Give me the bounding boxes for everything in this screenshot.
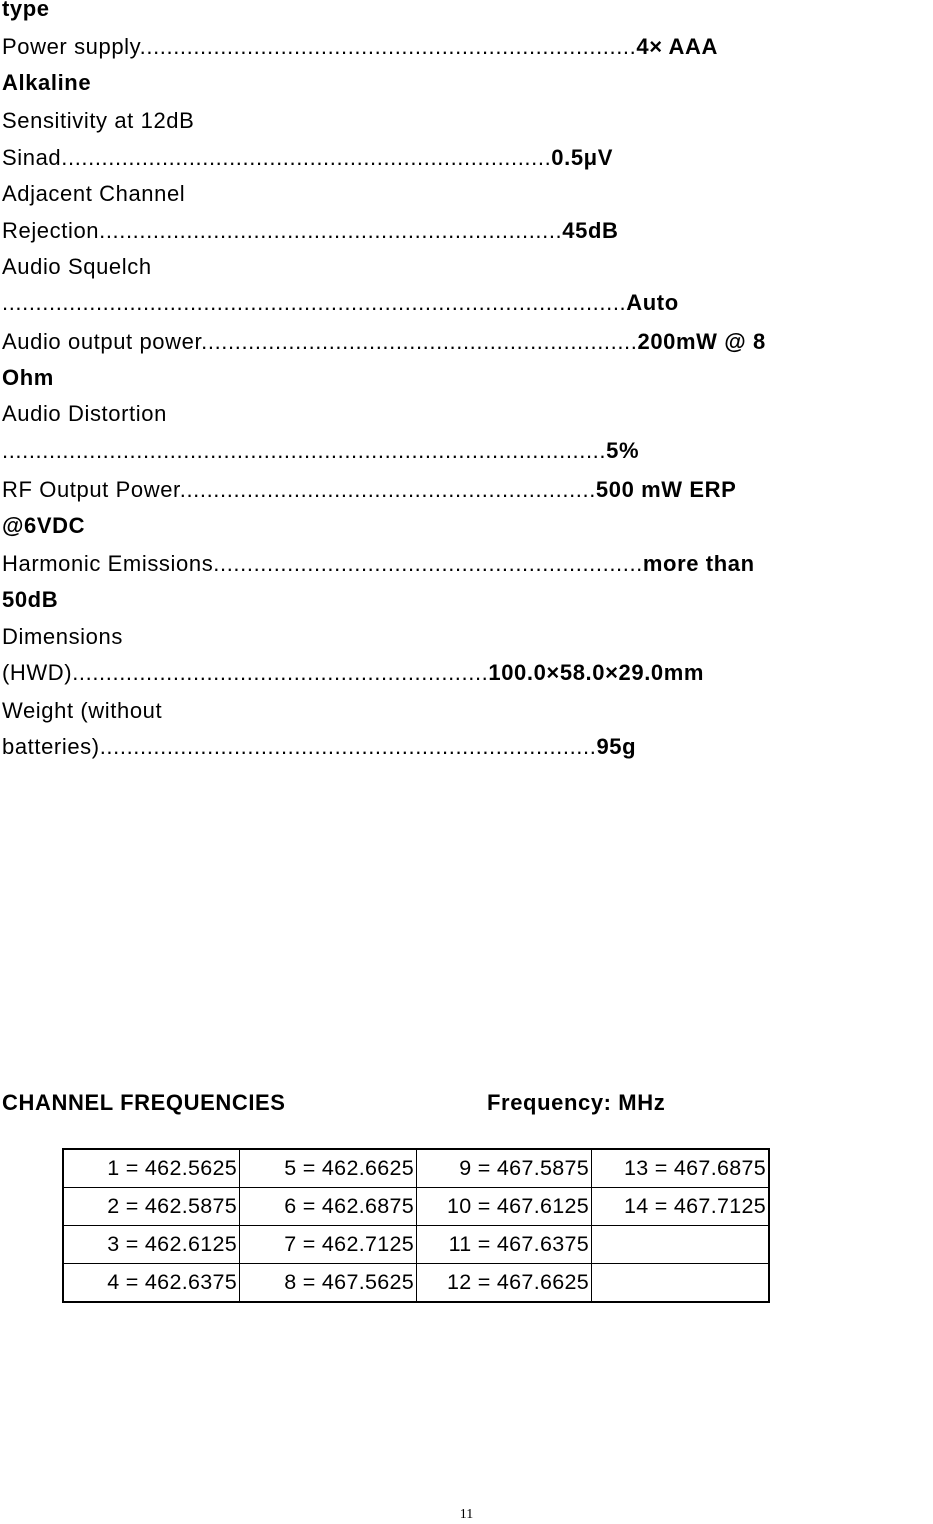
table-cell: 1 = 462.5625 bbox=[63, 1149, 240, 1188]
table-cell bbox=[592, 1226, 770, 1264]
table-cell: 12 = 467.6625 bbox=[417, 1264, 592, 1303]
leader-dots: ................................................................ bbox=[213, 551, 643, 576]
spec-label: batteries) bbox=[2, 734, 100, 759]
leader-dots: ............................................................................................. bbox=[2, 290, 627, 315]
spec-audio-power bbox=[2, 329, 766, 355]
spec-label: Audio output power bbox=[2, 329, 202, 354]
spec-value: 45dB bbox=[562, 218, 619, 243]
spec-rf-value-cont: @6VDC bbox=[2, 513, 86, 538]
spec-value: more than bbox=[642, 551, 755, 576]
table-cell: 2 = 462.5875 bbox=[63, 1188, 240, 1226]
spec-label: Harmonic Emissions bbox=[2, 551, 214, 576]
leader-dots: .......................................................................................... bbox=[2, 438, 607, 463]
table-row bbox=[63, 1226, 769, 1264]
spec-type-cont: type bbox=[2, 0, 50, 21]
spec-squelch bbox=[2, 290, 679, 316]
table-cell: 14 = 467.7125 bbox=[592, 1188, 770, 1226]
spec-rejection bbox=[2, 218, 618, 244]
table-cell: 10 = 467.6125 bbox=[417, 1188, 592, 1226]
spec-hwd bbox=[2, 660, 704, 686]
spec-adjacent-label: Adjacent Channel bbox=[2, 181, 186, 206]
leader-dots: ................................................................. bbox=[201, 329, 638, 354]
spec-squelch-label: Audio Squelch bbox=[2, 254, 152, 279]
spec-rf-output bbox=[2, 477, 736, 503]
spec-power-supply bbox=[2, 34, 718, 60]
spec-value: 5% bbox=[606, 438, 640, 463]
spec-sinad bbox=[2, 145, 613, 171]
leader-dots: .......................................................................... bbox=[99, 734, 597, 759]
table-cell: 4 = 462.6375 bbox=[63, 1264, 240, 1303]
leader-dots: .............................................................. bbox=[72, 660, 489, 685]
spec-sensitivity-label: Sensitivity at 12dB bbox=[2, 108, 195, 133]
table-cell: 5 = 462.6625 bbox=[240, 1149, 417, 1188]
table-cell: 9 = 467.5875 bbox=[417, 1149, 592, 1188]
table-row bbox=[63, 1149, 769, 1188]
leader-dots: .............................................................. bbox=[179, 477, 596, 502]
leader-dots: .......................................................................... bbox=[139, 34, 637, 59]
spec-harmonic-value-cont: 50dB bbox=[2, 587, 59, 612]
table-cell: 11 = 467.6375 bbox=[417, 1226, 592, 1264]
spec-value: 100.0×58.0×29.0mm bbox=[488, 660, 705, 685]
spec-power-value-cont: Alkaline bbox=[2, 70, 92, 95]
leader-dots: ..................................................................... bbox=[99, 218, 563, 243]
spec-dimensions-label: Dimensions bbox=[2, 624, 123, 649]
spec-value: 95g bbox=[596, 734, 637, 759]
channel-frequencies-heading: CHANNEL FREQUENCIES bbox=[2, 1090, 286, 1115]
table-cell: 3 = 462.6125 bbox=[63, 1226, 240, 1264]
frequency-unit-label: Frequency: MHz bbox=[487, 1090, 666, 1115]
page-number: 11 bbox=[459, 1507, 474, 1522]
spec-weight-label: Weight (without bbox=[2, 698, 163, 723]
table-row bbox=[63, 1188, 769, 1226]
spec-batteries bbox=[2, 734, 636, 760]
spec-value: 4× AAA bbox=[636, 34, 719, 59]
spec-label: Rejection bbox=[2, 218, 100, 243]
spec-distortion bbox=[2, 438, 639, 464]
leader-dots: ......................................................................... bbox=[61, 145, 552, 170]
spec-label: (HWD) bbox=[2, 660, 73, 685]
table-cell: 7 = 462.7125 bbox=[240, 1226, 417, 1264]
table-cell bbox=[592, 1264, 770, 1303]
spec-value: 200mW @ 8 bbox=[637, 329, 766, 354]
spec-audio-power-cont: Ohm bbox=[2, 365, 54, 390]
channel-frequency-table bbox=[62, 1148, 770, 1303]
table-cell: 8 = 467.5625 bbox=[240, 1264, 417, 1303]
spec-harmonic bbox=[2, 551, 755, 577]
spec-label: Sinad bbox=[2, 145, 62, 170]
spec-label: Power supply bbox=[2, 34, 140, 59]
table-row bbox=[63, 1264, 769, 1303]
spec-value: 0.5μV bbox=[551, 145, 613, 170]
spec-distortion-label: Audio Distortion bbox=[2, 401, 167, 426]
table-cell: 13 = 467.6875 bbox=[592, 1149, 770, 1188]
spec-label: RF Output Power bbox=[2, 477, 180, 502]
spec-value: Auto bbox=[626, 290, 679, 315]
spec-value: 500 mW ERP bbox=[595, 477, 737, 502]
table-cell: 6 = 462.6875 bbox=[240, 1188, 417, 1226]
